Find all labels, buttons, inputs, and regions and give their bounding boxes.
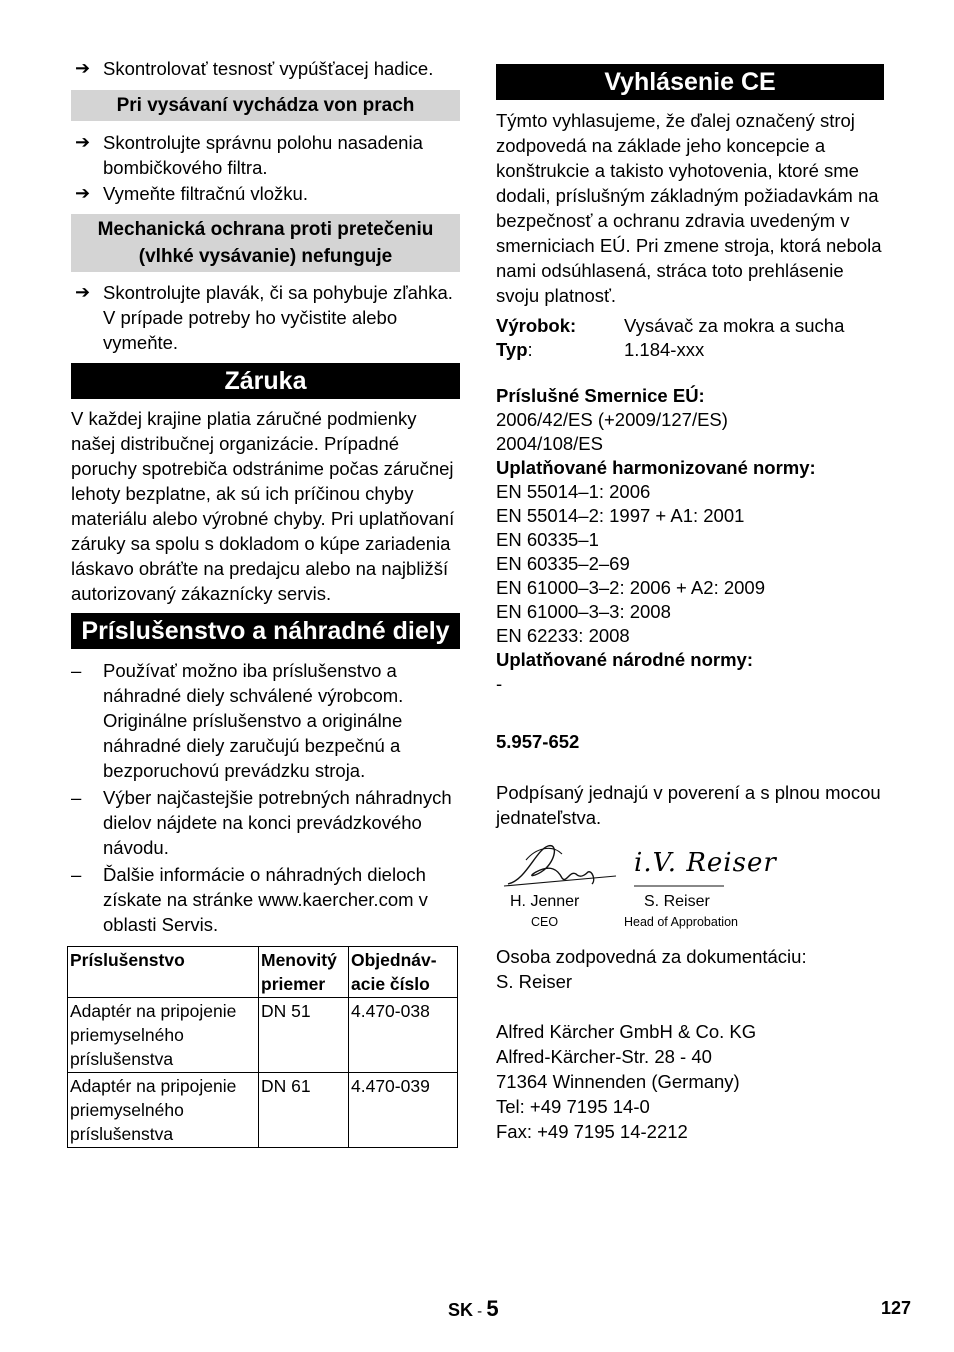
type-row bbox=[496, 338, 884, 362]
footer-lang: SK bbox=[448, 1300, 474, 1320]
address-line: Fax: +49 7195 14-2212 bbox=[496, 1121, 688, 1142]
responsible-name: S. Reiser bbox=[496, 971, 573, 992]
address-line: Tel: +49 7195 14-0 bbox=[496, 1096, 650, 1117]
standard-item: EN 55014–2: 1997 + A1: 2001 bbox=[496, 505, 745, 526]
list-item bbox=[71, 658, 460, 783]
list-item-text: Používať možno iba príslušenstvo a náhradné diely schválené výrobcom. Originálne príslušenstvo a originálne náhradné diely zaručujú bezpečnú a bezporuchovú prevádzku stroja. bbox=[103, 660, 404, 781]
warranty-text: V každej krajine platia záručné podmienky našej distribučnej organizácie. Prípadné poruchy spotrebiča odstránime počas záručnej lehoty bezplatne, ak sú ich príčinou chyby materiálu alebo výrobné chyby. Pri uplatňovaní záruky sa spolu s dokladom o kúpe zariadenia láskavo obráťte na predajcu alebo na najbližší autorizovaný zákaznícky servis. bbox=[71, 408, 455, 604]
address-line: 71364 Winnenden (Germany) bbox=[496, 1071, 740, 1092]
directive-item: 2006/42/ES (+2009/127/ES) bbox=[496, 409, 728, 430]
instruction-item bbox=[71, 181, 460, 206]
standard-item: EN 60335–1 bbox=[496, 529, 599, 550]
product-value: Vysávač za mokra a sucha bbox=[624, 315, 845, 336]
directive-item: 2004/108/ES bbox=[496, 433, 603, 454]
national-value: - bbox=[496, 673, 503, 694]
section-heading-dust: Pri vysávaní vychádza von prach bbox=[71, 90, 460, 121]
responsible-label: Osoba zodpovedná za dokumentáciu: bbox=[496, 946, 807, 967]
section-heading-overflow: Mechanická ochrana proti pretečeniu (vlhké vysávanie) nefunguje bbox=[71, 214, 460, 272]
table-cell: 4.470-039 bbox=[349, 1073, 458, 1148]
table-cell: DN 61 bbox=[259, 1073, 349, 1148]
standard-item: EN 62233: 2008 bbox=[496, 625, 630, 646]
list-item-text: Ďalšie informácie o náhradných dieloch získate na stránke www.kaercher.com v oblasti Servis. bbox=[103, 864, 428, 935]
instruction-text: Skontrolovať tesnosť vypúšťacej hadice. bbox=[103, 58, 434, 79]
standard-item: EN 61000–3–2: 2006 + A2: 2009 bbox=[496, 577, 765, 598]
directives-label: Príslušné Smernice EÚ: bbox=[496, 385, 705, 406]
accessories-table bbox=[67, 946, 458, 1148]
instruction-item bbox=[71, 130, 460, 180]
instruction-text: Skontrolujte správnu polohu nasadenia bombičkového filtra. bbox=[103, 132, 423, 178]
instruction-text: Skontrolujte plavák, či sa pohybuje zľahka. V prípade potreby ho vyčistite alebo vymeňte. bbox=[103, 282, 453, 353]
address-line: Alfred Kärcher GmbH & Co. KG bbox=[496, 1021, 757, 1042]
list-item-text: Výber najčastejšie potrebných náhradnych dielov nájdete na konci prevádzkového návodu. bbox=[103, 787, 452, 858]
national-label: Uplatňované národné normy: bbox=[496, 649, 753, 670]
footer-section-code bbox=[448, 1296, 499, 1322]
type-colon: : bbox=[527, 339, 533, 360]
table-cell: Adaptér na pripojenie priemyselného príslušenstva bbox=[68, 1073, 259, 1148]
type-label-wrap bbox=[496, 338, 624, 362]
document-code: 5.957-652 bbox=[496, 731, 580, 752]
ce-declaration-heading: Vyhlásenie CE bbox=[496, 64, 884, 100]
standard-item: EN 61000–3–3: 2008 bbox=[496, 601, 671, 622]
warranty-heading: Záruka bbox=[71, 363, 460, 399]
dash-bullet: – bbox=[71, 864, 82, 885]
instruction-item bbox=[71, 280, 460, 355]
table-cell: 4.470-038 bbox=[349, 998, 458, 1073]
footer-section: 5 bbox=[486, 1296, 499, 1321]
page-number: 127 bbox=[880, 1298, 911, 1318]
table-row bbox=[68, 1073, 458, 1148]
type-value: 1.184-xxx bbox=[624, 339, 705, 360]
arrow-icon: ➔ bbox=[75, 132, 91, 152]
accessories-heading: Príslušenstvo a náhradné diely bbox=[71, 613, 460, 649]
address-block bbox=[496, 1019, 884, 1144]
signature-script: i.V. Reiser bbox=[634, 848, 777, 878]
signer-role: Head of Approbation bbox=[624, 915, 738, 929]
signer-name: H. Jenner bbox=[510, 893, 580, 910]
signer-role: CEO bbox=[531, 915, 559, 929]
type-label: Typ bbox=[496, 339, 528, 360]
dash-bullet: – bbox=[71, 660, 82, 681]
arrow-icon: ➔ bbox=[75, 282, 91, 302]
signed-statement: Podpísaný jednajú v poverení a s plnou mocou jednateľstva. bbox=[496, 782, 881, 828]
ce-declaration-text: Týmto vyhlasujeme, že ďalej označený stroj zodpovedá na základe jeho koncepcie a konštrukcie a takisto vyhotovenia, ktoré sme dodali, príslušným základným požiadavkám na bezpečnosť a ochranu zdravia uvedeným v smerniciach EÚ. Pri zmene stroja, ktorá nebola nami odsúhlasená, stráca toto prehlásenie svoju platnosť. bbox=[496, 110, 882, 306]
table-cell: Adaptér na pripojenie priemyselného príslušenstva bbox=[68, 998, 259, 1073]
right-column bbox=[496, 64, 884, 1144]
list-item bbox=[71, 785, 460, 860]
standard-item: EN 55014–1: 2006 bbox=[496, 481, 651, 502]
standard-item: EN 60335–2–69 bbox=[496, 553, 630, 574]
footer-separator: - bbox=[473, 1303, 487, 1320]
table-header-cell: Menovitý priemer bbox=[259, 947, 349, 998]
arrow-icon: ➔ bbox=[75, 58, 91, 78]
product-label: Výrobok: bbox=[496, 315, 577, 336]
dash-bullet: – bbox=[71, 787, 82, 808]
left-column bbox=[71, 56, 460, 1148]
table-header-row bbox=[68, 947, 458, 998]
address-line: Alfred-Kärcher-Str. 28 - 40 bbox=[496, 1046, 712, 1067]
list-item bbox=[71, 862, 460, 937]
table-header-cell: Príslušenstvo bbox=[68, 947, 259, 998]
table-row bbox=[68, 998, 458, 1073]
signature-block bbox=[496, 840, 884, 932]
harmonized-label: Uplatňované harmonizované normy: bbox=[496, 457, 816, 478]
instruction-item bbox=[71, 56, 460, 81]
table-cell: DN 51 bbox=[259, 998, 349, 1073]
product-row bbox=[496, 314, 884, 338]
arrow-icon: ➔ bbox=[75, 183, 91, 203]
signer-name: S. Reiser bbox=[644, 893, 710, 910]
table-header-cell: Objednáv-acie číslo bbox=[349, 947, 458, 998]
instruction-text: Vymeňte filtračnú vložku. bbox=[103, 183, 308, 204]
